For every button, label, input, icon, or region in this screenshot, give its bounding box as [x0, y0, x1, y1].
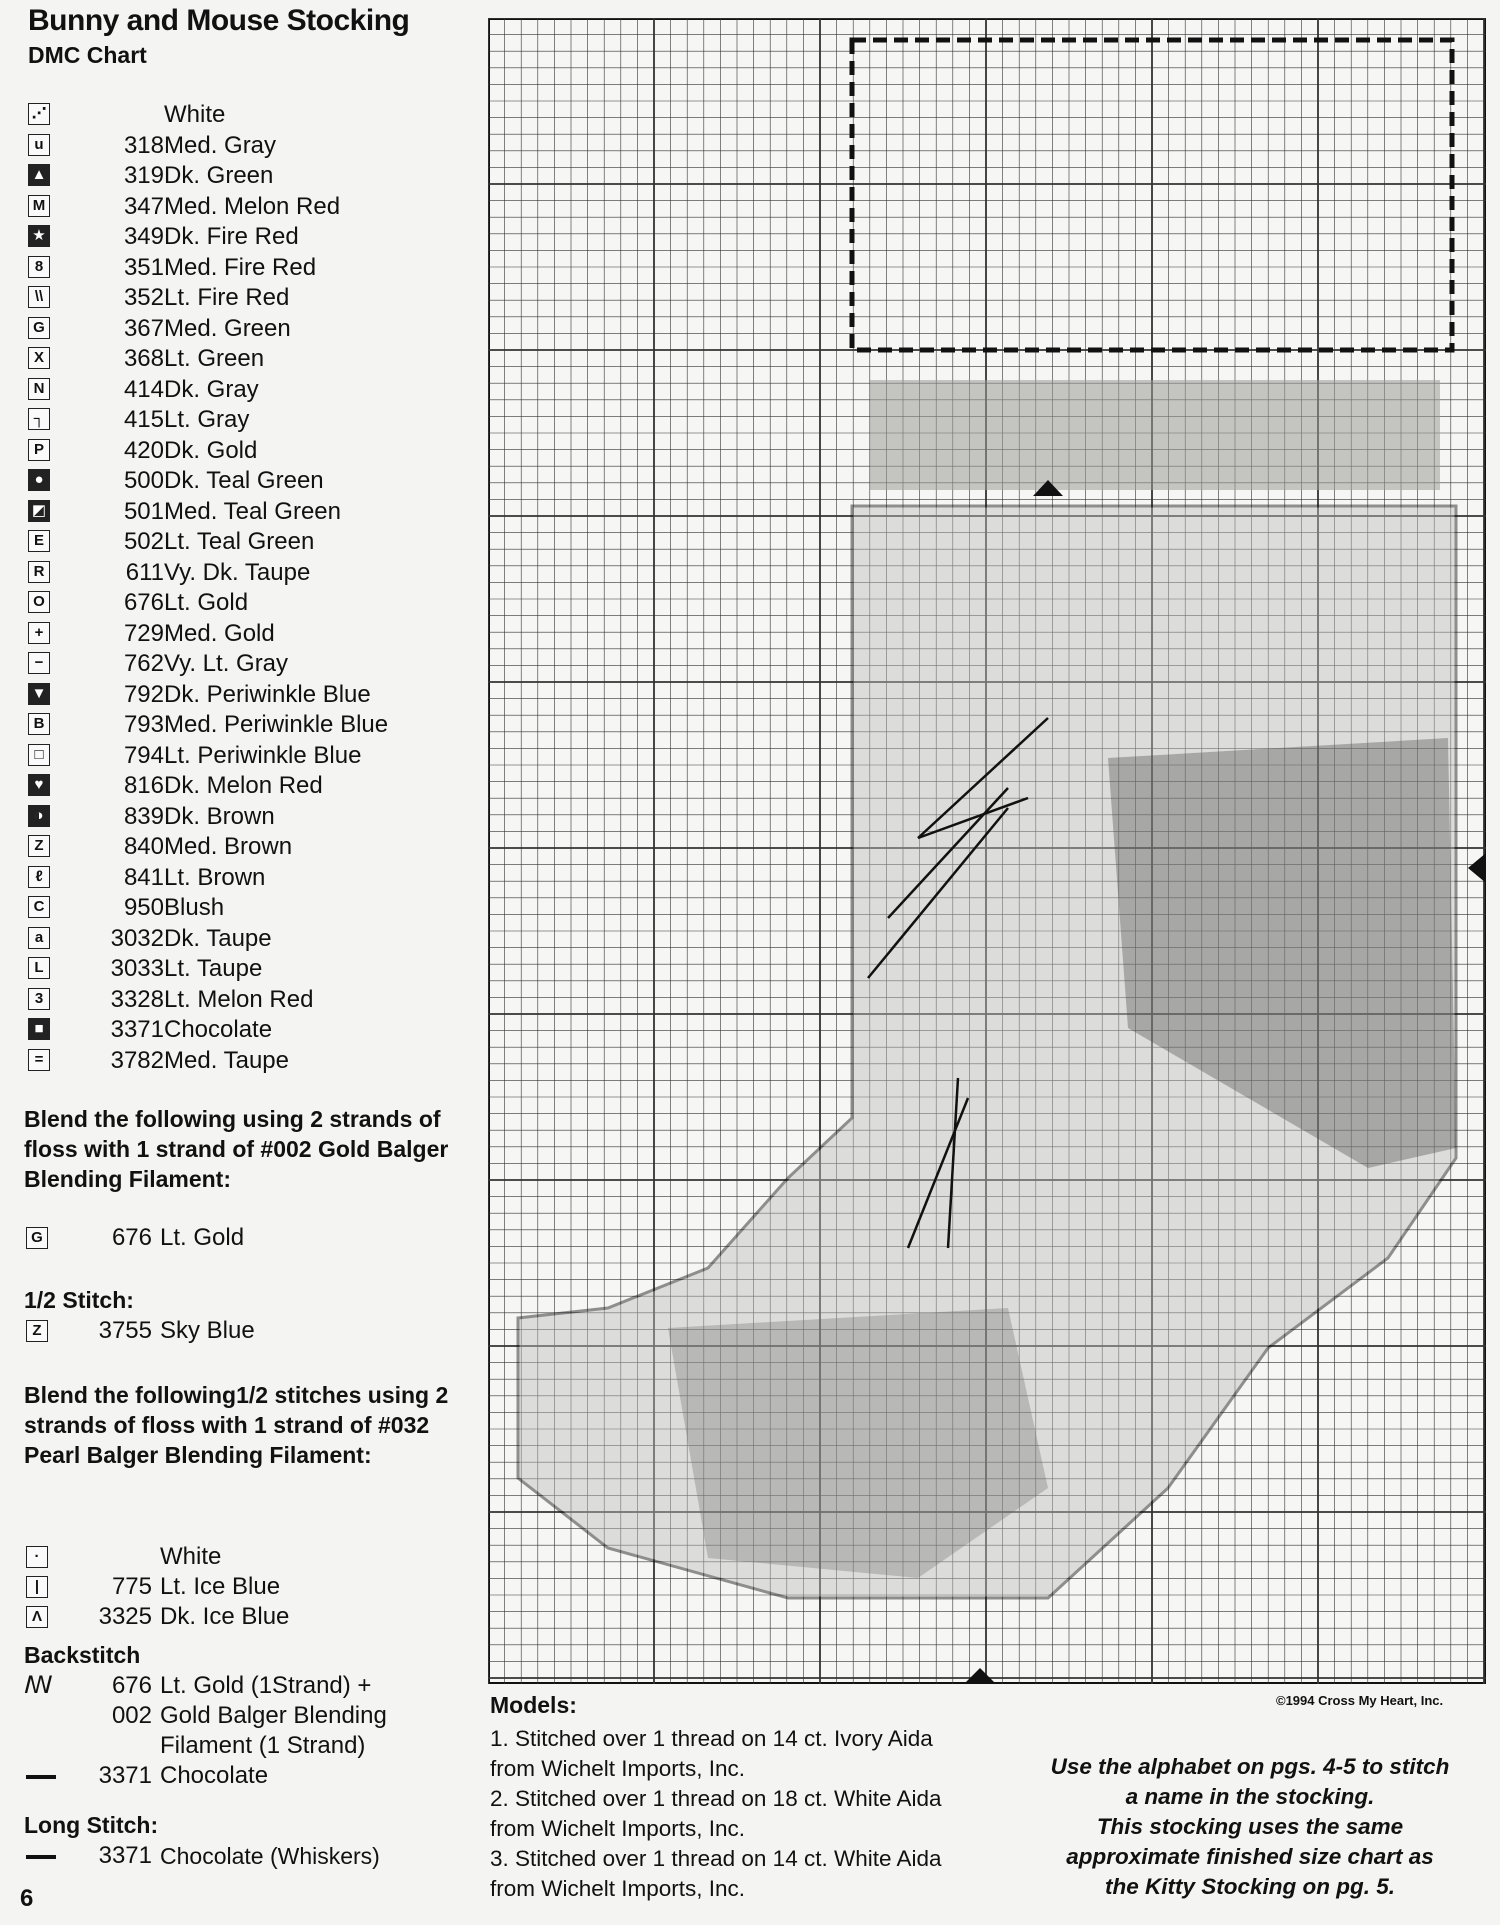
symbol-box: L	[28, 957, 50, 979]
floss-name: Dk. Taupe	[164, 924, 272, 952]
floss-number: 794	[123, 741, 164, 769]
floss-name: Dk. Gold	[164, 436, 258, 464]
stocking-note	[1010, 1752, 1490, 1902]
floss-number: 318	[123, 131, 164, 159]
floss-number: 500	[123, 467, 164, 494]
backstitch-gold-row-2	[24, 1701, 464, 1731]
key-row	[26, 954, 476, 985]
key-row	[26, 863, 476, 894]
floss-name: Dk. Periwinkle Blue	[164, 680, 371, 708]
floss-number: 3032	[110, 924, 164, 952]
key-row	[26, 131, 476, 162]
cuff-shading	[870, 380, 1440, 490]
line-stitch-icon	[26, 1855, 56, 1859]
symbol-box: B	[28, 713, 50, 735]
floss-name: Lt. Melon Red	[164, 985, 314, 1013]
symbol-box: Z	[28, 835, 50, 857]
symbol-box: R	[28, 561, 50, 583]
symbol-box: O	[28, 591, 50, 613]
models-line: 2. Stitched over 1 thread on 18 ct. White Aida	[490, 1786, 942, 1811]
key-row	[26, 253, 476, 284]
floss-number: 368	[123, 345, 164, 372]
key-row	[26, 1046, 476, 1077]
key-row	[26, 619, 476, 650]
key-row	[26, 466, 476, 497]
floss-name: Lt. Gold	[164, 589, 249, 616]
key-row	[26, 314, 476, 345]
key-row	[26, 710, 476, 741]
symbol-box: C	[28, 896, 50, 918]
floss-name: Med. Gold	[164, 619, 275, 647]
symbol-box: ★	[28, 225, 50, 247]
long-stitch-heading: Long Stitch:	[24, 1812, 159, 1838]
symbol-box: G	[28, 317, 50, 339]
blend-pearl-instructions: Blend the following1/2 stitches using 2 strands of floss with 1 strand of #032 Pearl Balger Blending Filament:	[24, 1382, 449, 1468]
symbol-box: ▲	[28, 164, 50, 186]
symbol-box: u	[28, 134, 50, 156]
backstitch-gold-row-3	[24, 1731, 464, 1761]
floss-name: Lt. Fire Red	[164, 284, 290, 311]
note-line: This stocking uses the same	[1096, 1814, 1404, 1839]
symbol-box: Λ	[26, 1606, 48, 1628]
floss-name: Lt. Green	[164, 345, 265, 372]
floss-number: 3755	[98, 1317, 152, 1344]
blend-pearl-row	[24, 1572, 464, 1602]
line-stitch-icon	[26, 1775, 56, 1779]
floss-number: 950	[123, 894, 164, 921]
floss-name: Dk. Green	[164, 162, 274, 189]
note-line: the Kitty Stocking on pg. 5.	[1104, 1874, 1395, 1899]
symbol-box: \\	[28, 286, 50, 308]
symbol-box: ■	[28, 1018, 50, 1040]
key-row	[26, 802, 476, 833]
floss-name: Med. Taupe	[164, 1046, 289, 1074]
floss-name: Med. Periwinkle Blue	[164, 711, 389, 738]
floss-name: Gold Balger Blending	[160, 1702, 387, 1729]
page-subtitle: DMC Chart	[28, 42, 147, 68]
floss-name: Med. Fire Red	[164, 253, 317, 281]
floss-number: 352	[123, 284, 164, 311]
floss-number: 3371	[98, 1842, 152, 1869]
floss-name: Dk. Brown	[164, 802, 275, 830]
symbol-box: =	[28, 1049, 50, 1071]
half-stitch-row	[24, 1316, 464, 1346]
symbol-box: N	[28, 378, 50, 400]
floss-number: 3033	[110, 955, 164, 982]
floss-name: Lt. Taupe	[164, 955, 263, 982]
key-row	[26, 192, 476, 223]
floss-name: Med. Melon Red	[164, 192, 341, 220]
symbol-box: +	[28, 622, 50, 644]
key-row	[26, 649, 476, 680]
key-row	[26, 588, 476, 619]
key-row	[26, 222, 476, 253]
key-row	[26, 375, 476, 406]
long-stitch-row	[24, 1841, 464, 1871]
symbol-box: X	[28, 347, 50, 369]
blend-pearl-row	[24, 1602, 464, 1632]
symbol-box: ·	[26, 1546, 48, 1568]
models-line: 3. Stitched over 1 thread on 14 ct. White Aida	[490, 1846, 942, 1871]
floss-name: Lt. Periwinkle Blue	[164, 741, 362, 769]
models-text	[490, 1724, 1010, 1904]
floss-number: 3328	[110, 985, 164, 1013]
key-row	[26, 1015, 476, 1046]
floss-name: Med. Brown	[164, 833, 293, 860]
floss-name: White	[160, 1543, 222, 1570]
floss-number: 415	[123, 406, 164, 433]
floss-number: 611	[125, 558, 164, 586]
key-row	[26, 741, 476, 772]
models-heading: Models:	[490, 1692, 577, 1718]
key-row	[26, 405, 476, 436]
key-row	[26, 985, 476, 1016]
floss-number: 676	[111, 1672, 152, 1699]
floss-number: 793	[123, 711, 164, 738]
key-row	[26, 558, 476, 589]
floss-number: 3371	[110, 1016, 164, 1043]
key-row	[26, 436, 476, 467]
floss-number: 420	[123, 436, 164, 464]
floss-name: Med. Gray	[164, 131, 277, 159]
floss-number: 816	[123, 772, 164, 799]
symbol-box: P	[28, 439, 50, 461]
floss-number: 502	[123, 528, 164, 555]
symbol-box: ▼	[28, 683, 50, 705]
copyright-notice: ©1994 Cross My Heart, Inc.	[1276, 1693, 1444, 1708]
floss-number: 841	[123, 863, 164, 891]
wave-stitch-icon: ꟿ	[24, 1672, 53, 1699]
floss-name: Lt. Gold	[160, 1224, 245, 1251]
key-row	[26, 497, 476, 528]
floss-name: Dk. Fire Red	[164, 223, 299, 250]
key-row	[26, 283, 476, 314]
floss-name: White	[164, 101, 226, 128]
floss-name: Med. Teal Green	[164, 497, 341, 525]
floss-name: Vy. Dk. Taupe	[164, 558, 311, 586]
symbol-box: ℓ	[28, 866, 50, 888]
floss-number: 3782	[110, 1046, 164, 1074]
note-line: approximate finished size chart as	[1066, 1844, 1434, 1869]
floss-number: 349	[123, 223, 164, 250]
floss-number: 839	[123, 802, 164, 830]
key-row	[26, 771, 476, 802]
color-key-column	[0, 0, 480, 1925]
models-line: 1. Stitched over 1 thread on 14 ct. Ivory Aida	[490, 1726, 933, 1751]
floss-number: 347	[123, 192, 164, 220]
floss-name: Filament (1 Strand)	[160, 1732, 366, 1759]
floss-number: 762	[123, 650, 164, 677]
symbol-box: ◑	[28, 805, 50, 827]
floss-name: Dk. Melon Red	[164, 772, 323, 799]
symbol-box: 8	[28, 256, 50, 278]
page-number: 6	[20, 1885, 34, 1912]
key-row	[26, 832, 476, 863]
floss-name: Med. Green	[164, 314, 291, 342]
symbol-box: □	[28, 744, 50, 766]
symbol-box: ⋰	[28, 103, 50, 125]
floss-number: 729	[123, 619, 164, 647]
dmc-key-list	[26, 100, 476, 1076]
floss-number: 775	[111, 1573, 152, 1600]
models-line: from Wichelt Imports, Inc.	[490, 1816, 746, 1841]
floss-name: Chocolate	[160, 1762, 269, 1789]
floss-name: Blush	[164, 894, 225, 921]
floss-number: 002	[111, 1702, 152, 1729]
floss-name: Chocolate	[164, 1016, 273, 1043]
floss-number: 676	[111, 1224, 152, 1251]
floss-number: 501	[123, 497, 164, 525]
floss-number: 676	[123, 589, 164, 616]
symbol-box: M	[28, 195, 50, 217]
floss-name: Dk. Ice Blue	[160, 1603, 290, 1630]
floss-name: Dk. Teal Green	[164, 467, 324, 494]
key-row	[26, 893, 476, 924]
symbol-box: 3	[28, 988, 50, 1010]
floss-name: Lt. Gold (1Strand) +	[160, 1672, 372, 1699]
symbol-box: ♥	[28, 774, 50, 796]
floss-number: 840	[123, 833, 164, 860]
key-row	[26, 527, 476, 558]
note-line: Use the alphabet on pgs. 4-5 to stitch	[1050, 1754, 1450, 1779]
backstitch-gold-row	[24, 1671, 464, 1701]
floss-number: 792	[123, 680, 164, 708]
floss-number: 367	[123, 314, 164, 342]
note-line: a name in the stocking.	[1125, 1784, 1375, 1809]
blend-gold-row	[24, 1223, 464, 1253]
backstitch-chocolate-row	[24, 1761, 464, 1791]
floss-number: 351	[123, 253, 164, 281]
symbol-box: ┐	[28, 408, 50, 430]
floss-name: Vy. Lt. Gray	[164, 650, 289, 677]
floss-number: 3371	[98, 1762, 152, 1789]
symbol-box: G	[26, 1227, 48, 1249]
floss-number: 3325	[98, 1603, 152, 1630]
key-row	[26, 924, 476, 955]
symbol-box: ◩	[28, 500, 50, 522]
backstitch-heading: Backstitch	[24, 1642, 141, 1668]
floss-number: 414	[123, 375, 164, 403]
symbol-box: |	[26, 1576, 48, 1598]
floss-number: 319	[123, 162, 164, 189]
half-stitch-heading: 1/2 Stitch:	[24, 1287, 134, 1313]
floss-name: Lt. Brown	[164, 863, 266, 891]
blend-gold-instructions: Blend the following using 2 strands of floss with 1 strand of #002 Gold Balger Blending Filament:	[24, 1106, 449, 1192]
floss-name: Sky Blue	[160, 1317, 255, 1344]
key-row	[26, 100, 476, 131]
symbol-box: ●	[28, 469, 50, 491]
models-line: from Wichelt Imports, Inc.	[490, 1756, 746, 1781]
floss-name: Lt. Gray	[164, 406, 250, 433]
symbol-box: a	[28, 927, 50, 949]
symbol-box: −	[28, 652, 50, 674]
page-title: Bunny and Mouse Stocking	[28, 4, 410, 37]
blend-pearl-row	[24, 1542, 464, 1572]
key-row	[26, 680, 476, 711]
stitch-chart	[488, 18, 1486, 1684]
floss-name: Dk. Gray	[164, 375, 259, 403]
models-line: from Wichelt Imports, Inc.	[490, 1876, 746, 1901]
symbol-box: E	[28, 530, 50, 552]
symbol-box: Z	[26, 1320, 48, 1342]
floss-name: Chocolate (Whiskers)	[160, 1843, 380, 1869]
floss-name: Lt. Ice Blue	[160, 1573, 281, 1600]
floss-name: Lt. Teal Green	[164, 528, 315, 555]
key-row	[26, 161, 476, 192]
key-row	[26, 344, 476, 375]
